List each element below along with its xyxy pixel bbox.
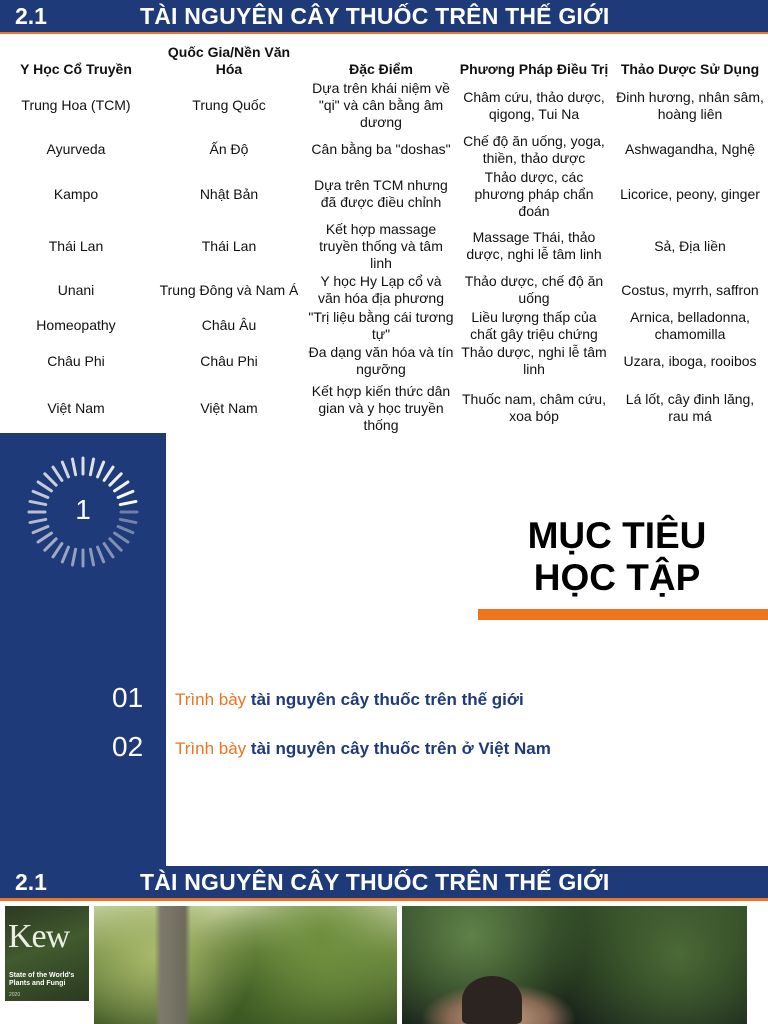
table-row [0, 131, 768, 168]
table-cell: Cân bằng ba "doshas" [311, 141, 451, 157]
dial-tick [62, 547, 68, 562]
dial-tick [38, 533, 51, 542]
objectives-title [478, 515, 756, 599]
objective-topic: tài nguyên cây thuốc trên ở Việt Nam [250, 739, 551, 758]
dial-tick [38, 482, 51, 491]
table-cell: Đinh hương, nhân sâm, hoàng liên [616, 88, 764, 122]
dial-tick [104, 467, 113, 480]
table-cell: Licorice, peony, ginger [620, 185, 760, 202]
dial-tick [62, 462, 68, 477]
book-subtitle: State of the World's Plants and Fungi [9, 972, 75, 987]
table-row [0, 379, 768, 437]
column-header: Đặc Điểm [349, 61, 413, 77]
table-cell: Việt Nam [200, 399, 258, 416]
objective-verb: Trình bày [175, 690, 247, 709]
dial-tick [98, 462, 104, 477]
section-number: 2.1 [15, 869, 47, 895]
dial-tick [30, 501, 46, 504]
objective-number: 02 [112, 731, 144, 762]
table-cell: Châm cứu, thảo dược, qigong, Tui Na [463, 88, 605, 122]
table-cell: Ashwagandha, Nghệ [625, 141, 755, 157]
column-header: Y Học Cổ Truyền [20, 61, 132, 77]
table-header-row [0, 38, 768, 80]
section-number: 2.1 [15, 3, 47, 29]
researcher-in-forest-photo [402, 906, 747, 1024]
dial-tick [110, 474, 121, 485]
table-cell: Trung Quốc [192, 97, 266, 113]
table-cell: Uzara, iboga, rooibos [623, 352, 757, 369]
table-cell: Châu Âu [201, 317, 257, 333]
dial-tick [30, 519, 46, 522]
section-header [0, 866, 768, 898]
table-cell: Arnica, belladonna, chamomilla [630, 308, 750, 342]
table-cell: Ayurveda [46, 141, 106, 157]
dial-tick [98, 547, 104, 562]
dial-tick [90, 549, 93, 565]
dial-tick [53, 467, 62, 480]
table-row [0, 272, 768, 308]
dial-tick [115, 533, 128, 542]
objective-text [175, 690, 524, 710]
dial-tick [33, 491, 48, 497]
dial-tick [120, 501, 136, 504]
table-cell: Liều lượng thấp của chất gây triệu chứng [470, 308, 598, 342]
dial-tick [72, 459, 75, 475]
table-cell: Ấn Độ [209, 141, 249, 157]
table-cell: Trung Hoa (TCM) [21, 97, 131, 113]
table-row [0, 168, 768, 220]
table-cell: Massage Thái, thảo dược, nghi lễ tâm linh [466, 229, 602, 262]
table-cell: Việt Nam [47, 399, 105, 416]
column-header: Thảo Dược Sử Dụng [620, 61, 760, 77]
table-row [0, 80, 768, 131]
table-cell: Chế độ ăn uống, yoga, thiền, thảo dược [463, 132, 605, 166]
table-cell: Thảo dược, các phương pháp chẩn đoán [474, 168, 594, 219]
table-cell: "Trị liệu bằng cái tương tự" [308, 308, 454, 342]
table-cell: Trung Đông và Nam Á [159, 281, 299, 298]
table-row [0, 220, 768, 272]
table-cell: Y học Hy Lạp cổ và văn hóa địa phương [318, 273, 444, 306]
table-cell: Nhật Bản [199, 185, 259, 202]
table-row [0, 343, 768, 379]
table-cell: Thảo dược, chế độ ăn uống [464, 273, 604, 306]
section-title: TÀI NGUYÊN CÂY THUỐC TRÊN THẾ GIỚI [140, 3, 610, 29]
header-accent-line [0, 898, 768, 901]
table-cell: Kampo [53, 185, 99, 202]
objective-text [175, 739, 551, 759]
objective-number: 01 [112, 682, 144, 713]
table-cell: Thái Lan [201, 237, 257, 254]
person-head [462, 976, 522, 1024]
table-cell: Thái Lan [48, 237, 104, 254]
header-accent-line [0, 32, 768, 34]
table-cell: Sả, Địa liền [654, 237, 726, 254]
dial-tick [110, 539, 121, 550]
table-cell: Châu Phi [47, 352, 105, 369]
dial-tick [45, 539, 56, 550]
dial-tick [53, 544, 62, 557]
section-header [0, 0, 768, 32]
kew-logo: Kew [8, 918, 70, 955]
dial-tick [72, 549, 75, 565]
dial-number: 1 [75, 494, 91, 525]
dial-tick [33, 527, 48, 533]
kew-report-cover-image [5, 906, 89, 1001]
dial-tick [118, 491, 133, 497]
table-cell: Thảo dược, nghi lễ tâm linh [461, 344, 607, 377]
objective-topic: tài nguyên cây thuốc trên thế giới [250, 690, 524, 709]
table-cell: Châu Phi [200, 352, 258, 369]
column-header: Quốc Gia/Nền Văn Hóa [167, 44, 291, 77]
table-cell: Đa dạng văn hóa và tín ngưỡng [308, 344, 454, 377]
dial-tick [118, 527, 133, 533]
table-row [0, 308, 768, 343]
table-cell: Homeopathy [36, 317, 116, 333]
dial-tick [90, 459, 93, 475]
dial-tick [115, 482, 128, 491]
table-cell: Unani [57, 281, 95, 298]
book-year: 2020 [9, 992, 21, 998]
objectives-accent-bar [478, 609, 768, 620]
table-cell: Kết hợp massage truyền thống và tâm linh [319, 220, 443, 271]
table-cell: Costus, myrrh, saffron [621, 281, 759, 298]
table-cell: Dựa trên khái niệm về "qi" và cân bằng âm dương [312, 80, 450, 130]
forest-photo [94, 906, 397, 1024]
table-cell: Lá lốt, cây đinh lăng, rau má [625, 391, 755, 424]
section-title: TÀI NGUYÊN CÂY THUỐC TRÊN THẾ GIỚI [140, 869, 610, 895]
dial-tick [120, 519, 136, 522]
medicine-systems-table [0, 38, 768, 437]
dial-tick [104, 544, 113, 557]
table-cell: Thuốc nam, châm cứu, xoa bóp [462, 391, 606, 424]
objectives-title-line: HỌC TẬP [533, 557, 701, 598]
dial-tick [45, 474, 56, 485]
objective-verb: Trình bày [175, 739, 247, 758]
objectives-title-line: MỤC TIÊU [527, 515, 707, 556]
table-cell: Dựa trên TCM nhưng đã được điều chỉnh [314, 177, 448, 210]
table-cell: Kết hợp kiến thức dân gian và y học truyền thống [311, 382, 451, 433]
column-header: Phương Pháp Điều Trị [459, 61, 609, 77]
